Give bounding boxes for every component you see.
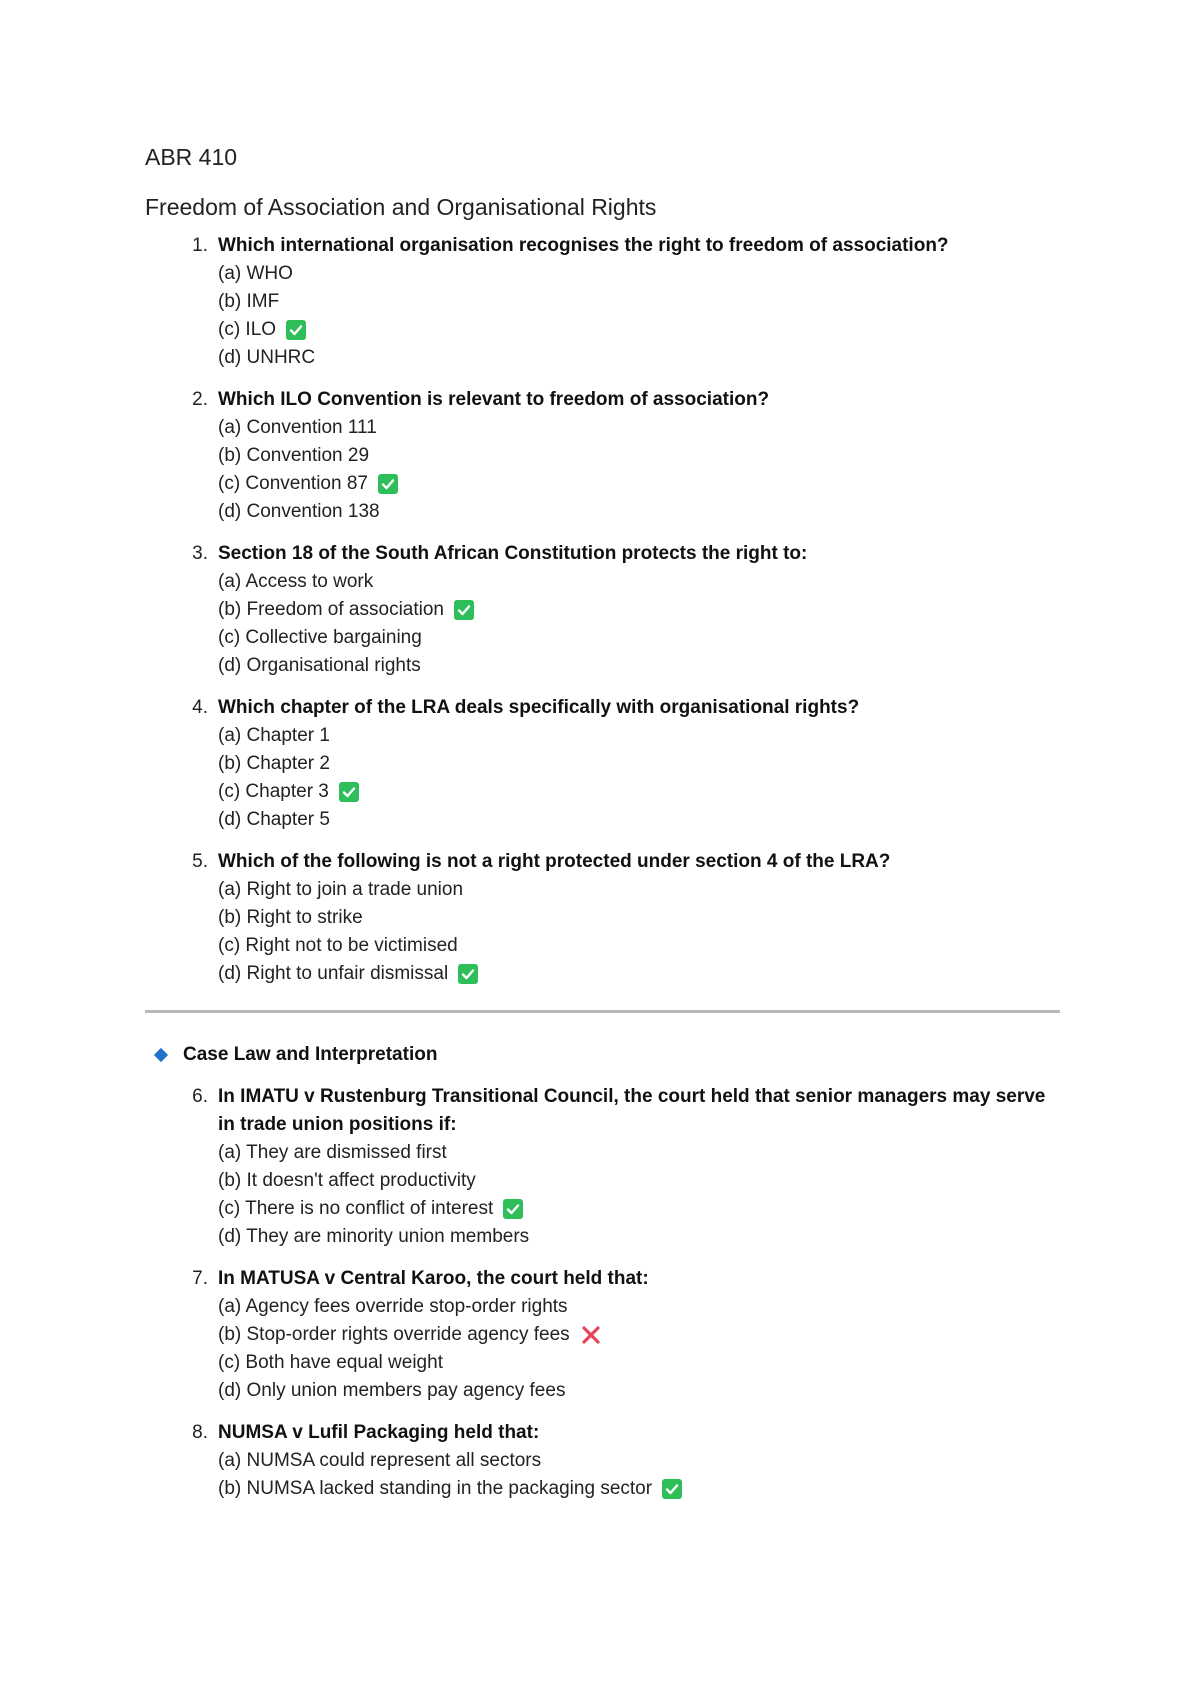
answer-option (218, 568, 1060, 596)
answer-option (218, 1377, 1060, 1405)
answer-option (218, 1475, 1060, 1503)
check-box (454, 600, 474, 620)
answer-option-text: (c) There is no conflict of interest (218, 1198, 494, 1219)
document-title: ABR 410 (145, 144, 238, 170)
answer-option (218, 778, 1060, 806)
document-page (145, 140, 1060, 1517)
question-text: In MATUSA v Central Karoo, the court held that: (218, 1268, 649, 1289)
question-item (145, 232, 1060, 372)
answer-option (218, 960, 1060, 988)
answer-option (218, 1139, 1060, 1167)
answer-option-text: (d) Organisational rights (218, 655, 421, 676)
question-item (145, 1265, 1060, 1405)
question-number: 8. (192, 1422, 208, 1443)
check-box (286, 320, 306, 340)
answer-option-text: (a) NUMSA could represent all sectors (218, 1450, 542, 1471)
answer-option-text: (d) Only union members pay agency fees (218, 1380, 566, 1401)
question-item (145, 1083, 1060, 1251)
check-box (662, 1479, 682, 1499)
answer-option (218, 1293, 1060, 1321)
answer-option-text: (a) Chapter 1 (218, 725, 330, 746)
check-box (458, 964, 478, 984)
diamond-icon (154, 1048, 168, 1062)
answer-option (218, 806, 1060, 834)
question-item (145, 1419, 1060, 1503)
question-number: 6. (192, 1086, 208, 1107)
answer-option-text: (c) Convention 87 (218, 473, 368, 494)
question-item (145, 694, 1060, 834)
answer-option-text: (a) Convention 111 (218, 417, 377, 438)
answer-option (218, 414, 1060, 442)
answer-option-text: (c) ILO (218, 319, 277, 340)
question-text: Which international organisation recognises the right to freedom of association? (218, 235, 949, 256)
answer-option (218, 750, 1060, 778)
answer-option (218, 1195, 1060, 1223)
section-heading (145, 1041, 1060, 1069)
answer-option (218, 1349, 1060, 1377)
answer-option (218, 596, 1060, 624)
answer-option (218, 260, 1060, 288)
answer-option (218, 498, 1060, 526)
answer-option (218, 1223, 1060, 1251)
section-divider (145, 1010, 1060, 1013)
answer-option-text: (a) They are dismissed first (218, 1142, 447, 1163)
answer-option (218, 1167, 1060, 1195)
answer-option-text: (b) Freedom of association (218, 599, 444, 620)
answer-option-text: (a) WHO (218, 263, 293, 284)
answer-option (218, 288, 1060, 316)
check-mark-icon (286, 320, 306, 340)
question-text: In IMATU v Rustenburg Transitional Council, the court held that senior managers may serve in trade union positions if: (218, 1086, 1046, 1135)
answer-option (218, 652, 1060, 680)
answer-option-text: (b) NUMSA lacked standing in the packaging sector (218, 1478, 653, 1499)
answer-option-text: (b) IMF (218, 291, 280, 312)
answer-option-text: (a) Right to join a trade union (218, 879, 464, 900)
check-mark-icon (378, 474, 398, 494)
answer-option-text: (c) Right not to be victimised (218, 935, 458, 956)
answer-option-text: (c) Both have equal weight (218, 1352, 443, 1373)
check-mark-icon (662, 1479, 682, 1499)
document-subtitle: Freedom of Association and Organisational Rights (145, 194, 657, 220)
check-box (503, 1199, 523, 1219)
cross-mark-icon (580, 1324, 602, 1346)
question-number: 1. (192, 235, 208, 256)
question-number: 7. (192, 1268, 208, 1289)
answer-option (218, 442, 1060, 470)
answer-option-text: (b) Chapter 2 (218, 753, 330, 774)
question-text: NUMSA v Lufil Packaging held that: (218, 1422, 540, 1443)
question-number: 2. (192, 389, 208, 410)
answer-option-text: (b) Right to strike (218, 907, 363, 928)
answer-option-text: (b) Stop-order rights override agency fees (218, 1324, 570, 1345)
answer-option-text: (d) Chapter 5 (218, 809, 330, 830)
answer-option (218, 316, 1060, 344)
answer-option (218, 624, 1060, 652)
question-text: Which chapter of the LRA deals specifically with organisational rights? (218, 697, 860, 718)
question-text: Which ILO Convention is relevant to freedom of association? (218, 389, 770, 410)
question-item (145, 540, 1060, 680)
question-text: Which of the following is not a right protected under section 4 of the LRA? (218, 851, 891, 872)
answer-option (218, 876, 1060, 904)
answer-option (218, 1321, 1060, 1349)
answer-option-text: (c) Chapter 3 (218, 781, 329, 802)
check-mark-icon (454, 600, 474, 620)
question-item (145, 848, 1060, 988)
answer-option (218, 932, 1060, 960)
answer-option-text: (d) Convention 138 (218, 501, 380, 522)
answer-option-text: (d) Right to unfair dismissal (218, 963, 449, 984)
answer-option-text: (d) UNHRC (218, 347, 316, 368)
answer-option-text: (c) Collective bargaining (218, 627, 422, 648)
check-mark-icon (458, 964, 478, 984)
answer-option (218, 470, 1060, 498)
check-box (339, 782, 359, 802)
answer-option (218, 344, 1060, 372)
answer-option-text: (a) Agency fees override stop-order rights (218, 1296, 568, 1317)
question-list-part2 (145, 1083, 1060, 1503)
question-number: 5. (192, 851, 208, 872)
check-mark-icon (339, 782, 359, 802)
question-item (145, 386, 1060, 526)
question-number: 4. (192, 697, 208, 718)
question-number: 3. (192, 543, 208, 564)
question-text: Section 18 of the South African Constitution protects the right to: (218, 543, 808, 564)
check-mark-icon (503, 1199, 523, 1219)
answer-option-text: (b) It doesn't affect productivity (218, 1170, 476, 1191)
answer-option-text: (d) They are minority union members (218, 1226, 530, 1247)
section-heading-label: Case Law and Interpretation (183, 1044, 438, 1065)
check-box (378, 474, 398, 494)
answer-option (218, 722, 1060, 750)
answer-option (218, 1447, 1060, 1475)
answer-option (218, 904, 1060, 932)
answer-option-text: (b) Convention 29 (218, 445, 370, 466)
question-list-part1 (145, 232, 1060, 988)
answer-option-text: (a) Access to work (218, 571, 374, 592)
